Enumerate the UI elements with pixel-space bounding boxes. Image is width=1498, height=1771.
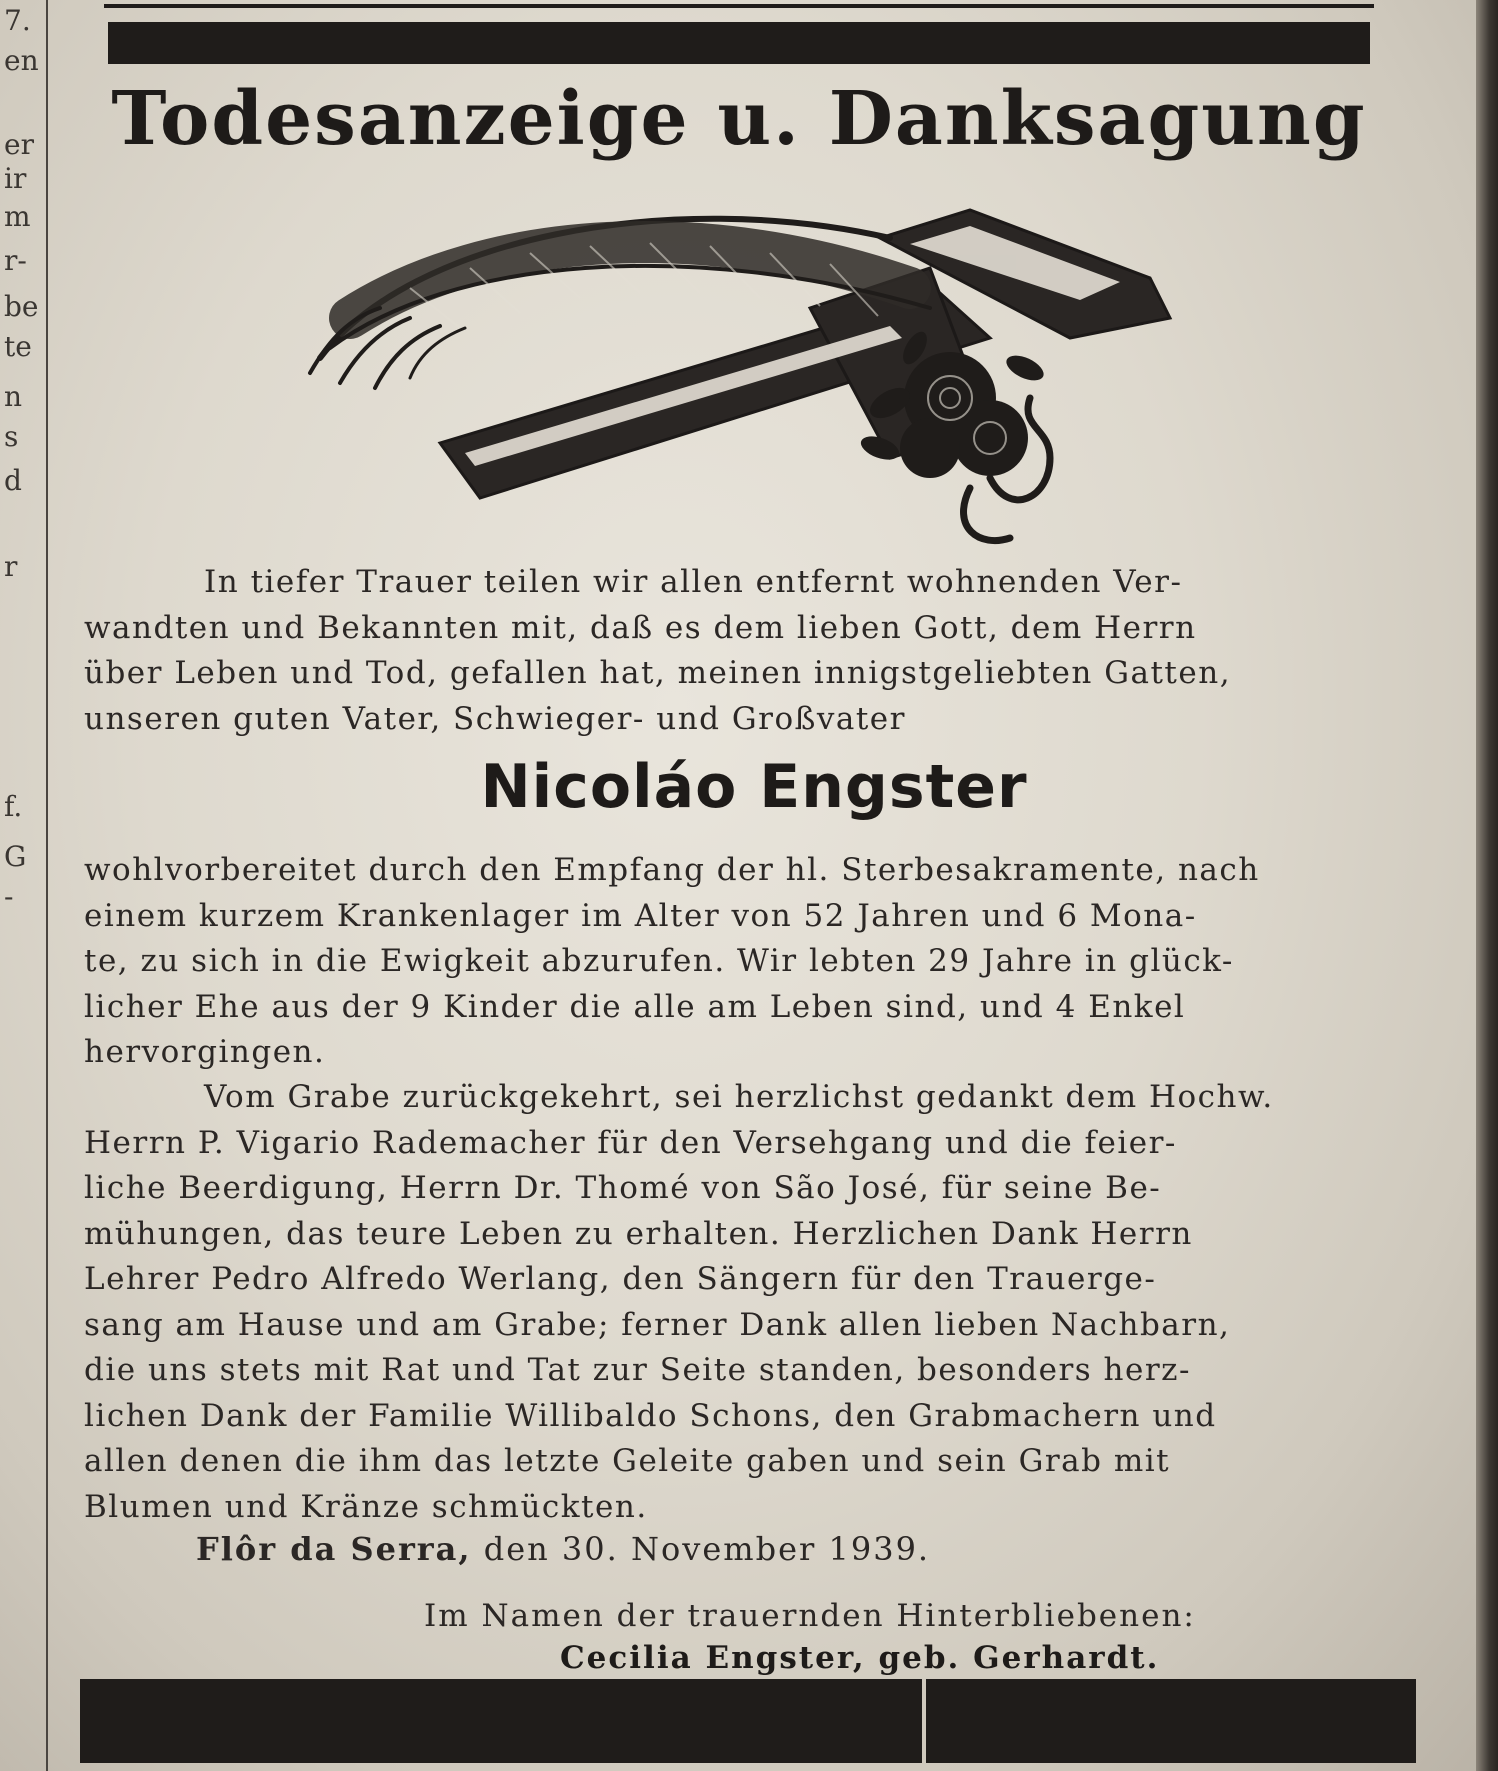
intro-paragraph (84, 560, 1424, 742)
fragment-text: r- (4, 244, 27, 277)
fragment-text: er (4, 128, 34, 161)
fragment-text: ir (4, 162, 27, 195)
bottom-bar-gap (922, 1679, 926, 1763)
text-line: Blumen und Kränze schmückten. (84, 1488, 648, 1525)
deceased-name: Nicoláo Engster (480, 752, 1028, 822)
text-line: In tiefer Trauer teilen wir allen entfernt wohnenden Ver- (204, 564, 1183, 600)
text-line: Lehrer Pedro Alfredo Werlang, den Sängern für den Trauerge- (84, 1261, 1157, 1297)
signoff-line: Im Namen der trauernden Hinterbliebenen: (424, 1598, 1196, 1634)
text-line: über Leben und Tod, gefallen hat, meinen innigstgeliebten Gatten, (84, 655, 1232, 691)
fragment-text: s (4, 420, 19, 453)
text-line: allen denen die ihm das letzte Geleite gaben und sein Grab mit (84, 1443, 1171, 1479)
text-line: liche Beerdigung, Herrn Dr. Thomé von São José, für seine Be- (84, 1170, 1162, 1206)
text-line: wohlvorbereitet durch den Empfang der hl. Sterbesakramente, nach (84, 852, 1260, 888)
dateline (196, 1530, 930, 1568)
dateline-place: Flôr da Serra, (196, 1530, 472, 1568)
text-line: unseren guten Vater, Schwieger- und Großvater (84, 700, 906, 737)
text-line: lichen Dank der Familie Willibaldo Schons, den Grabmachern und (84, 1397, 1217, 1434)
text-line: wandten und Bekannten mit, daß es dem lieben Gott, dem Herrn (84, 609, 1197, 646)
fragment-text: d (4, 464, 22, 497)
text-line: sang am Hause und am Grabe; ferner Dank allen lieben Nachbarn, (84, 1306, 1231, 1343)
text-line: Vom Grabe zurückgekehrt, sei herzlichst gedankt dem Hochw. (204, 1079, 1274, 1115)
text-line: te, zu sich in die Ewigkeit abzurufen. Wir lebten 29 Jahre in glück- (84, 943, 1234, 979)
text-line: Herrn P. Vigario Rademacher für den Versehgang und die feier- (84, 1124, 1177, 1161)
fragment-text: en (4, 44, 39, 77)
bottom-border-bar (80, 1679, 1416, 1763)
text-line: licher Ehe aus der 9 Kinder die alle am Leben sind, und 4 Enkel (84, 988, 1186, 1025)
fragment-text: - (4, 880, 14, 913)
fragment-text: f. (4, 790, 23, 823)
fragment-text: m (4, 200, 31, 233)
cross-with-palm-frond-and-roses-icon (290, 198, 1210, 558)
notice-heading: Todesanzeige u. Danksagung (111, 76, 1367, 162)
fragment-text: r (4, 550, 18, 583)
fragment-text: n (4, 380, 23, 413)
text-line: einem kurzem Krankenlager im Alter von 52 Jahren und 6 Mona- (84, 897, 1197, 934)
top-thin-rule (104, 4, 1374, 8)
details-paragraph (84, 848, 1424, 1076)
text-line: mühungen, das teure Leben zu erhalten. Herzlichen Dank Herrn (84, 1215, 1193, 1252)
page-edge-shadow (1476, 0, 1498, 1771)
fragment-text: te (4, 330, 32, 363)
fragment-text: G (4, 840, 27, 873)
fragment-text: be (4, 290, 39, 323)
fragment-text: 7. (4, 4, 31, 37)
signature-line: Cecilia Engster, geb. Gerhardt. (560, 1640, 1160, 1676)
top-border-bar (108, 22, 1370, 64)
dateline-date: den 30. November 1939. (483, 1530, 931, 1568)
text-line: die uns stets mit Rat und Tat zur Seite standen, besonders herz- (84, 1352, 1191, 1388)
thanks-paragraph (84, 1075, 1424, 1530)
neighbour-column-fragment (0, 0, 48, 1771)
text-line: hervorgingen. (84, 1034, 326, 1070)
